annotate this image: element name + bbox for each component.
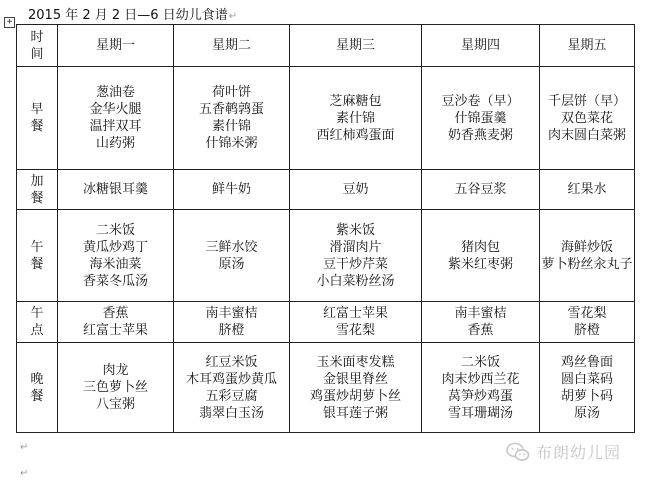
menu-cell [174, 170, 290, 210]
table-move-handle-icon[interactable]: + [4, 17, 15, 28]
watermark-text: 布朗幼儿园 [536, 443, 622, 462]
day-header-cell [174, 25, 290, 67]
dish-item: 雪花梨 [335, 323, 375, 338]
dish-item: 金华火腿 [89, 102, 142, 117]
menu-cell [58, 302, 174, 343]
menu-cell [422, 210, 540, 302]
dish-item: 什锦米粥 [205, 136, 258, 151]
dish-item: 雪花梨 [567, 306, 607, 321]
meal-row [17, 302, 635, 343]
dish-item: 脐橙 [573, 323, 600, 338]
dish-item: 香蕉 [102, 306, 129, 321]
meal-label-cell [17, 67, 58, 170]
dish-item: 原汤 [218, 256, 245, 272]
watermark [506, 440, 621, 463]
dish-item: 原汤 [573, 405, 600, 421]
dish-item: 冰糖银耳羹 [82, 182, 148, 197]
dish-item: 紫米饭 [335, 222, 375, 238]
dish-item: 二米饭 [95, 222, 135, 238]
meal-label: 餐 [30, 256, 44, 272]
meal-row [17, 170, 635, 210]
meal-row [17, 67, 635, 170]
menu-cell [422, 67, 540, 170]
dish-item: 金银里脊丝 [322, 371, 388, 387]
dish-item: 温拌双耳 [89, 119, 142, 134]
dish-item: 木耳鸡蛋炒黄瓜 [185, 371, 277, 387]
menu-cell [422, 170, 540, 210]
dish-item: 雪耳珊瑚汤 [447, 405, 513, 421]
menu-cell [58, 170, 174, 210]
dish-item: 圆白菜码 [560, 371, 613, 387]
dish-item: 海米油菜 [89, 256, 142, 272]
header-row [17, 25, 635, 67]
day-header: 星期三 [335, 38, 375, 53]
dish-item: 猪肉包 [460, 239, 500, 255]
dish-item: 脐橙 [218, 323, 245, 338]
menu-cell [540, 343, 635, 433]
menu-cell [174, 302, 290, 343]
day-header-cell [540, 25, 635, 67]
dish-item: 豆沙卷（早） [441, 93, 520, 109]
menu-title-text: 2015 年 2 月 2 日—6 日幼儿食谱 [28, 8, 228, 23]
meal-row [17, 343, 635, 433]
dish-item: 鸡丝鲁面 [560, 354, 613, 370]
dish-item: 玉米面枣发糕 [316, 354, 395, 370]
day-header-cell [422, 25, 540, 67]
dish-item: 小白菜粉丝汤 [316, 273, 395, 289]
paragraph-mark: ↵ [20, 468, 29, 479]
dish-item: 翡翠白玉汤 [198, 405, 264, 421]
dish-item: 素什锦 [335, 110, 375, 126]
menu-cell [58, 343, 174, 433]
menu-cell [540, 210, 635, 302]
dish-item: 银耳莲子粥 [322, 405, 388, 421]
dish-item: 五彩豆腐 [205, 388, 258, 404]
corner-label: 时 [30, 29, 44, 45]
meal-label: 早 [30, 102, 44, 117]
weekly-menu-table [16, 24, 635, 433]
meal-label: 餐 [30, 388, 44, 404]
menu-cell [422, 302, 540, 343]
meal-label: 餐 [30, 119, 44, 134]
day-header: 星期四 [460, 38, 500, 53]
meal-label-cell [17, 210, 58, 302]
meal-label: 午 [30, 239, 44, 255]
paragraph-mark: ↵ [228, 11, 238, 22]
dish-item: 香蕉 [467, 323, 494, 338]
dish-item: 双色菜花 [560, 110, 613, 126]
dish-item: 二米饭 [460, 354, 500, 370]
dish-item: 鸡蛋炒胡萝卜丝 [309, 388, 401, 404]
dish-item: 海鲜炒饭 [560, 239, 613, 255]
day-header: 星期一 [95, 38, 135, 53]
menu-cell [290, 67, 422, 170]
dish-item: 葱油卷 [95, 85, 135, 100]
dish-item: 红果水 [567, 182, 607, 197]
menu-cell [540, 302, 635, 343]
dish-item: 滑溜肉片 [329, 239, 382, 255]
dish-item: 芝麻糖包 [329, 93, 382, 109]
menu-table-body [17, 25, 635, 433]
dish-item: 八宝粥 [95, 397, 135, 412]
menu-cell [58, 67, 174, 170]
dish-item: 奶香燕麦粥 [447, 127, 513, 143]
menu-cell [174, 67, 290, 170]
corner-label: 间 [30, 46, 44, 62]
menu-cell [174, 210, 290, 302]
dish-item: 肉龙 [102, 363, 129, 378]
dish-item: 山药粥 [95, 136, 135, 151]
menu-cell [174, 343, 290, 433]
paragraph-mark: ↵ [20, 442, 29, 453]
dish-item: 黄瓜炒鸡丁 [82, 239, 148, 255]
dish-item: 鲜牛奶 [211, 182, 251, 197]
day-header-cell [290, 25, 422, 67]
menu-cell [290, 210, 422, 302]
day-header: 星期二 [211, 38, 251, 53]
dish-item: 肉末圆白菜粥 [547, 127, 626, 143]
meal-label: 加 [30, 173, 44, 189]
menu-cell [58, 210, 174, 302]
meal-label-cell [17, 343, 58, 433]
dish-item: 豆奶 [342, 182, 369, 197]
dish-item: 荷叶饼 [211, 85, 251, 100]
menu-cell [540, 170, 635, 210]
dish-item: 什锦蛋羹 [454, 110, 507, 126]
menu-cell [540, 67, 635, 170]
menu-cell [422, 343, 540, 433]
meal-row [17, 210, 635, 302]
dish-item: 胡萝卜码 [560, 388, 613, 404]
dish-item: 南丰蜜桔 [205, 306, 258, 321]
dish-item: 红豆米饭 [205, 354, 258, 370]
dish-item: 千层饼（早） [547, 93, 626, 109]
meal-label: 午 [30, 306, 44, 321]
dish-item: 五谷豆浆 [454, 182, 507, 197]
dish-item: 豆干炒芹菜 [322, 256, 388, 272]
corner-cell [17, 25, 58, 67]
dish-item: 南丰蜜桔 [454, 306, 507, 321]
dish-item: 红富士苹果 [322, 306, 388, 321]
dish-item: 肉末炒西兰花 [441, 371, 520, 387]
meal-label-cell [17, 170, 58, 210]
dish-item: 紫米红枣粥 [447, 256, 513, 272]
dish-item: 红富士苹果 [82, 323, 148, 338]
meal-label-cell [17, 302, 58, 343]
menu-cell [290, 302, 422, 343]
dish-item: 西红柿鸡蛋面 [316, 127, 395, 143]
menu-title [28, 4, 237, 23]
meal-label: 晚 [30, 371, 44, 387]
dish-item: 萝卜粉丝汆丸子 [541, 256, 633, 272]
dish-item: 三鲜水饺 [205, 239, 258, 255]
menu-cell [290, 170, 422, 210]
dish-item: 三色萝卜丝 [82, 380, 148, 395]
dish-item: 素什锦 [211, 119, 251, 134]
meal-label: 餐 [30, 190, 44, 206]
dish-item: 香菜冬瓜汤 [82, 273, 148, 289]
dish-item: 莴笋炒鸡蛋 [447, 388, 513, 404]
menu-cell [290, 343, 422, 433]
day-header: 星期五 [567, 38, 607, 53]
meal-label: 点 [30, 323, 44, 338]
wechat-icon [506, 441, 530, 463]
dish-item: 五香鹌鹑蛋 [198, 102, 264, 117]
day-header-cell [58, 25, 174, 67]
